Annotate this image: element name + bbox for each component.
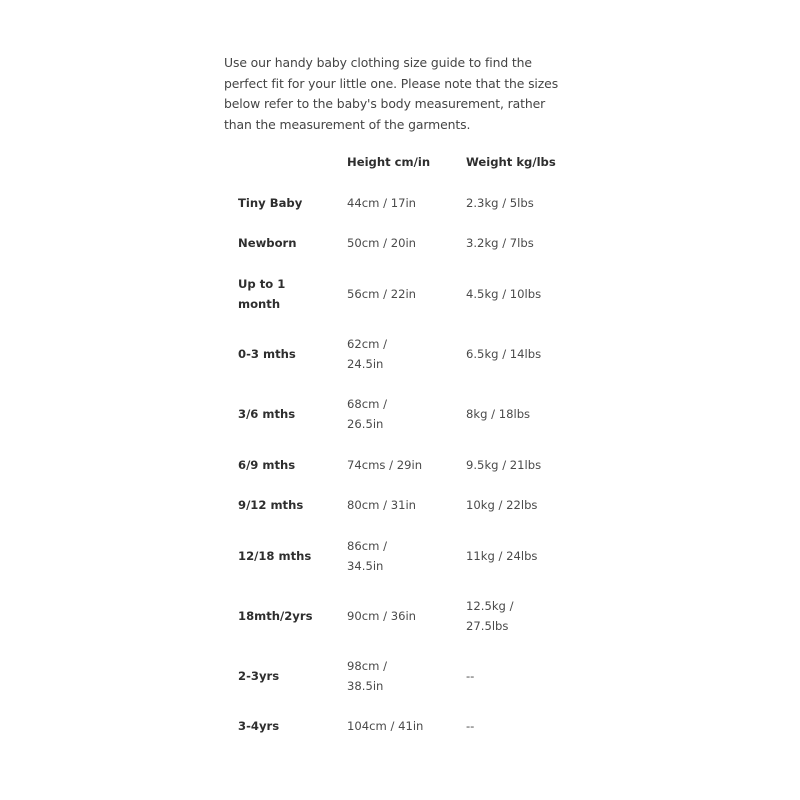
height-value: 86cm / 34.5in — [347, 539, 388, 573]
weight-value: 4.5kg / 10lbs — [466, 287, 542, 301]
weight-value: 8kg / 18lbs — [466, 407, 531, 421]
weight-value: 9.5kg / 21lbs — [466, 458, 542, 472]
height-value: 68cm / 26.5in — [347, 397, 388, 431]
weight-value: 11kg / 24lbs — [466, 549, 538, 563]
weight-value: 12.5kg / 27.5lbs — [466, 599, 514, 633]
height-value: 44cm / 17in — [347, 196, 417, 210]
size-label: 9/12 mths — [238, 498, 304, 512]
height-column-header: Height cm/in — [347, 155, 431, 169]
size-label: 18mth/2yrs — [238, 609, 313, 623]
size-label: 6/9 mths — [238, 458, 296, 472]
size-label: Tiny Baby — [238, 196, 303, 210]
size-label: Up to 1 month — [238, 277, 286, 311]
weight-value: 6.5kg / 14lbs — [466, 347, 542, 361]
size-label: 2-3yrs — [238, 669, 280, 683]
size-label: 12/18 mths — [238, 549, 312, 563]
weight-value: -- — [466, 669, 475, 683]
height-value: 104cm / 41in — [347, 719, 424, 733]
weight-value: 10kg / 22lbs — [466, 498, 538, 512]
size-label: Newborn — [238, 236, 297, 250]
size-label: 3/6 mths — [238, 407, 296, 421]
height-value: 74cms / 29in — [347, 458, 423, 472]
intro-text: Use our handy baby clothing size guide to find the perfect fit for your little one. Please note that the sizes below refer to the baby's body measurement, rather than the measurement of the garments. — [224, 55, 559, 132]
height-value: 56cm / 22in — [347, 287, 417, 301]
weight-value: 2.3kg / 5lbs — [466, 196, 534, 210]
weight-column-header: Weight kg/lbs — [466, 155, 556, 169]
height-value: 50cm / 20in — [347, 236, 417, 250]
height-value: 98cm / 38.5in — [347, 659, 388, 693]
weight-value: 3.2kg / 7lbs — [466, 236, 534, 250]
height-value: 90cm / 36in — [347, 609, 417, 623]
height-value: 62cm / 24.5in — [347, 337, 388, 371]
weight-value: -- — [466, 719, 475, 733]
height-value: 80cm / 31in — [347, 498, 417, 512]
size-label: 3-4yrs — [238, 719, 280, 733]
size-label: 0-3 mths — [238, 347, 296, 361]
